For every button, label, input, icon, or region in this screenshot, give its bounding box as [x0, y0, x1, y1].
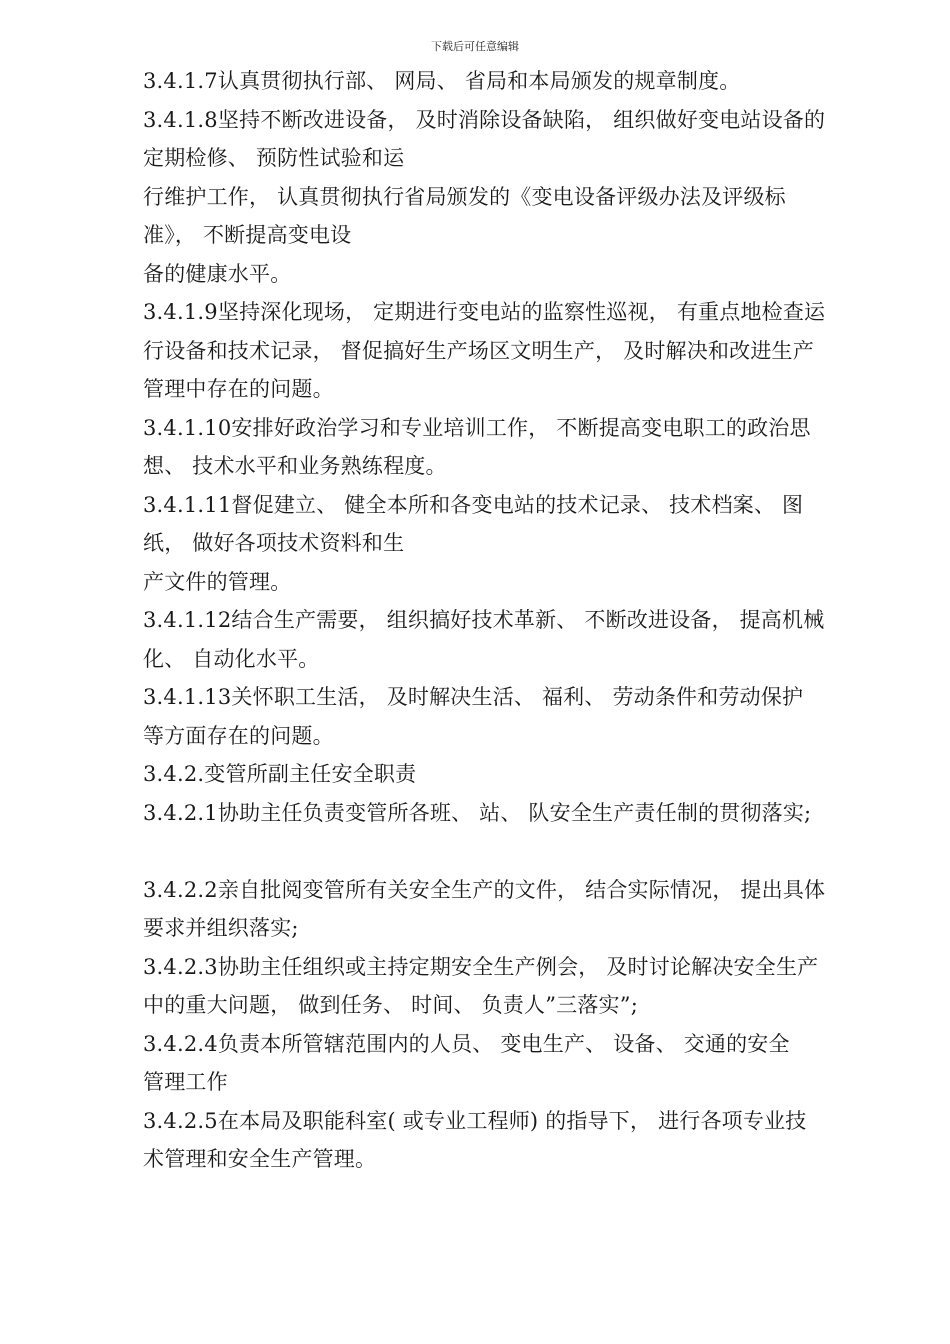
- text-line: 产文件的管理。: [143, 569, 292, 594]
- section-heading: 3.4.2.变管所副主任安全职责: [143, 762, 417, 786]
- text-line: 3.4.1.7认真贯彻执行部、 网局、 省局和本局颁发的规章制度。: [143, 69, 741, 93]
- blank-line: [143, 832, 893, 871]
- text-line: 3.4.1.9坚持深化现场， 定期进行变电站的监察性巡视， 有重点地检查运: [143, 300, 826, 324]
- text-line: 纸， 做好各项技术资料和生: [143, 531, 405, 555]
- text-line: 想、 技术水平和业务熟练程度。: [143, 454, 447, 478]
- text-line: 3.4.1.10安排好政治学习和专业培训工作， 不断提高变电职工的政治思: [143, 415, 811, 440]
- text-line: 备的健康水平。: [143, 261, 292, 286]
- text-line: 3.4.1.8坚持不断改进设备， 及时消除设备缺陷， 组织做好变电站设备的: [143, 107, 826, 132]
- text-line: 要求并组织落实;: [143, 916, 299, 940]
- text-line: 术管理和安全生产管理。: [143, 1147, 377, 1171]
- text-line: 行维护工作， 认真贯彻执行省局颁发的《变电设备评级办法及评级标: [143, 184, 786, 209]
- text-line: 定期检修、 预防性试验和运: [143, 146, 405, 170]
- text-line: 3.4.2.3协助主任组织或主持定期安全生产例会， 及时讨论解决安全生产: [143, 954, 819, 979]
- header-note: 下载后可任意编辑: [431, 40, 519, 53]
- text-line: 等方面存在的问题。: [143, 723, 334, 748]
- text-line: 3.4.1.12结合生产需要， 组织搞好技术革新、 不断改进设备， 提高机械: [143, 608, 825, 632]
- text-line: 3.4.1.13关怀职工生活， 及时解决生活、 福利、 劳动条件和劳动保护: [143, 685, 804, 709]
- text-line: 3.4.2.1协助主任负责变管所各班、 站、 队安全生产责任制的贯彻落实;: [143, 800, 812, 825]
- text-line: 3.4.2.4负责本所管辖范围内的人员、 变电生产、 设备、 交通的安全: [143, 1031, 790, 1056]
- text-line: 行设备和技术记录， 督促搞好生产场区文明生产， 及时解决和改进生产: [143, 338, 814, 363]
- text-line: 化、 自动化水平。: [143, 646, 320, 671]
- document-body: [143, 62, 893, 1179]
- text-line: 管理工作: [143, 1070, 228, 1094]
- text-line: 管理中存在的问题。: [143, 377, 334, 401]
- text-line: 准》， 不断提高变电设: [143, 223, 352, 247]
- text-line: 3.4.2.5在本局及职能科室( 或专业工程师) 的指导下， 进行各项专业技: [143, 1108, 807, 1133]
- text-line: 中的重大问题， 做到任务、 时间、 负责人”三落实”;: [143, 993, 638, 1017]
- text-line: 3.4.1.11督促建立、 健全本所和各变电站的技术记录、 技术档案、 图: [143, 492, 804, 517]
- text-line: 3.4.2.2亲自批阅变管所有关安全生产的文件， 结合实际情况， 提出具体: [143, 877, 826, 902]
